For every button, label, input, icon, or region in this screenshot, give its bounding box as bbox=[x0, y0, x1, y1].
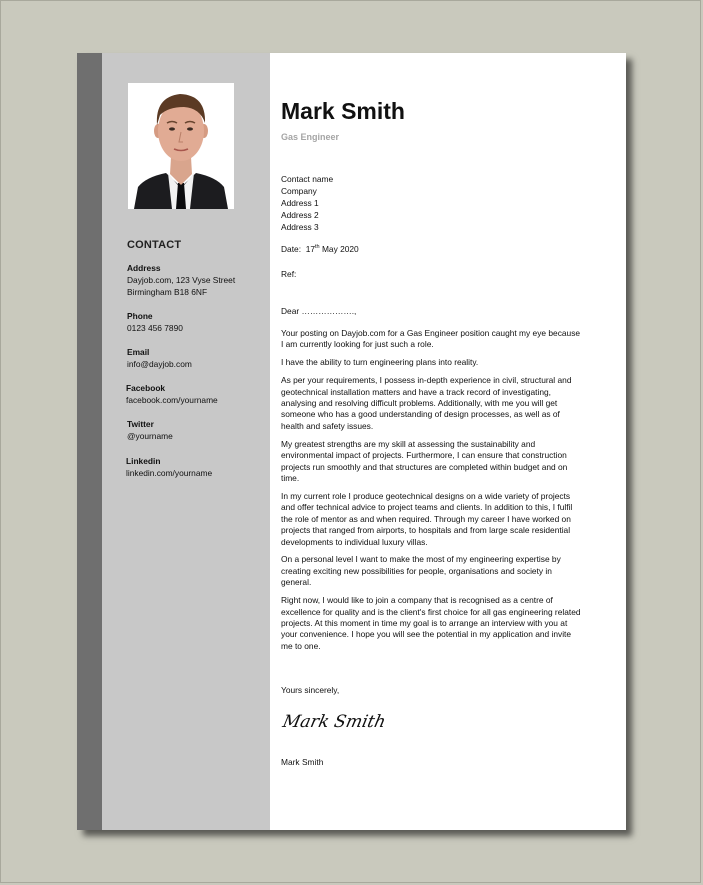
address-line-2: Birmingham B18 6NF bbox=[127, 287, 208, 297]
phone-value: 0123 456 7890 bbox=[127, 323, 183, 333]
signed-name: Mark Smith bbox=[281, 757, 324, 767]
linkedin-label: Linkedin bbox=[126, 456, 161, 466]
email-block bbox=[127, 346, 192, 370]
salutation: Dear ………………., bbox=[281, 306, 357, 316]
phone-block bbox=[127, 310, 183, 334]
date-day: 17 bbox=[305, 244, 316, 254]
recipient-line-1: Contact name bbox=[281, 174, 334, 184]
email-label: Email bbox=[127, 347, 150, 357]
twitter-block bbox=[127, 418, 173, 442]
twitter-label: Twitter bbox=[127, 419, 154, 429]
phone-label: Phone bbox=[127, 311, 153, 321]
paragraph: Your posting on Dayjob.com for a Gas Engineer position caught my eye because I am currently looking for just such a role. bbox=[281, 328, 581, 350]
job-title: Gas Engineer bbox=[281, 132, 340, 142]
paragraph: I have the ability to turn engineering plans into reality. bbox=[281, 357, 479, 368]
recipient-line-2: Company bbox=[281, 186, 317, 196]
linkedin-block bbox=[126, 455, 212, 479]
cover-letter-page bbox=[77, 53, 626, 830]
sidebar bbox=[102, 53, 270, 830]
paragraph: My greatest strengths are my skill at assessing the sustainability and environmental impact of projects. Furthermore, I can ensure that construction projects run smoothly and that structures are completed within budget and on time. bbox=[281, 438, 568, 483]
address-label: Address bbox=[127, 263, 161, 273]
paragraph: In my current role I produce geotechnical designs on a wide variety of projects and offer technical advice to project teams and clients. In addition to this, I fulfil the role of mentor as and when required. Through my career I have worked on projects that ranged from airports, to hospitals and from large scale residential developments to individual luxury villas. bbox=[281, 490, 573, 547]
facebook-label: Facebook bbox=[126, 383, 166, 393]
profile-photo bbox=[128, 83, 234, 209]
date-rest: May 2020 bbox=[321, 244, 359, 254]
closing-line: Yours sincerely, bbox=[281, 685, 340, 695]
dark-accent-strip bbox=[77, 53, 102, 830]
facebook-block bbox=[126, 382, 218, 406]
letter-date bbox=[281, 244, 359, 254]
paragraph: As per your requirements, I possess in-depth experience in civil, structural and geotechnical installation matters and have a track record of investigating, analysing and resolving difficult problems. Additionally, with me you will get someone who has a good understanding of design processes, as well as of health and safety issues. bbox=[281, 375, 572, 431]
linkedin-value: linkedin.com/yourname bbox=[126, 468, 213, 478]
recipient-line-4: Address 2 bbox=[281, 210, 319, 220]
paragraph: On a personal level I want to make the most of my engineering expertise by creating exciting new possibilities for people, organisations and society in general. bbox=[281, 554, 561, 588]
letter-paragraphs bbox=[281, 328, 581, 659]
email-value: info@dayjob.com bbox=[127, 359, 192, 369]
date-suffix: th bbox=[315, 244, 320, 251]
address-line-1: Dayjob.com, 123 Vyse Street bbox=[127, 275, 236, 285]
recipient-line-5: Address 3 bbox=[281, 222, 319, 232]
address-block bbox=[127, 262, 235, 298]
reference-label: Ref: bbox=[281, 269, 297, 279]
handwritten-signature: Mark Smith bbox=[280, 712, 388, 732]
date-label: Date: bbox=[281, 244, 302, 254]
recipient-address bbox=[281, 173, 333, 233]
applicant-name: Mark Smith bbox=[281, 98, 405, 124]
contact-heading: CONTACT bbox=[127, 239, 182, 251]
paragraph: Right now, I would like to join a company that is recognised as a centre of excellence for quality and is the client's first choice for all gas engineering related projects. At this moment in time my goal is to arrange an interview with you at your convenience. I hope you will see the potential in my application and invite me to one. bbox=[281, 595, 581, 651]
recipient-line-3: Address 1 bbox=[281, 198, 319, 208]
facebook-value: facebook.com/yourname bbox=[126, 395, 218, 405]
twitter-value: @yourname bbox=[127, 431, 173, 441]
